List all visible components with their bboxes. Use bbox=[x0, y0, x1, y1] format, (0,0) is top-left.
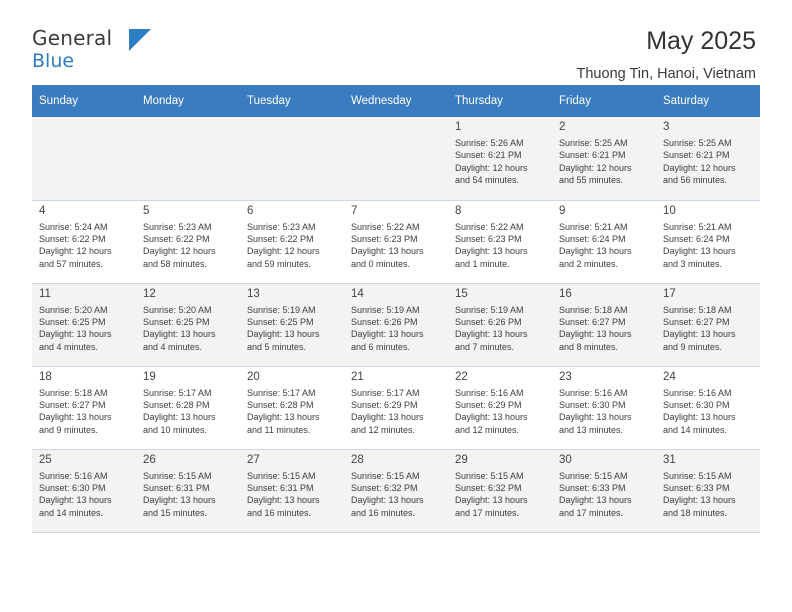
day-info-line: Sunrise: 5:19 AM bbox=[351, 304, 420, 315]
day-info-line: Sunrise: 5:16 AM bbox=[663, 387, 732, 398]
day-info-line: Sunrise: 5:15 AM bbox=[559, 470, 628, 481]
day-info-line: Daylight: 13 hours bbox=[247, 495, 320, 506]
day-number: 19 bbox=[143, 370, 156, 383]
day-info-line: and 7 minutes. bbox=[455, 341, 515, 352]
day-info-line: and 55 minutes. bbox=[559, 175, 624, 186]
weekday-header-sunday: Sunday bbox=[32, 85, 136, 117]
day-number: 8 bbox=[455, 204, 462, 217]
day-number: 14 bbox=[351, 287, 364, 300]
day-sun-info bbox=[663, 137, 754, 187]
day-sun-info bbox=[663, 387, 754, 437]
day-number: 5 bbox=[143, 204, 150, 217]
day-number: 31 bbox=[663, 453, 676, 466]
day-info-line: Daylight: 13 hours bbox=[351, 329, 424, 340]
logo-text-blue: Blue bbox=[32, 50, 75, 72]
calendar-day-cell[interactable] bbox=[656, 449, 760, 532]
generalblue-logo bbox=[32, 28, 152, 76]
day-info-line: Sunrise: 5:15 AM bbox=[351, 470, 420, 481]
day-number: 25 bbox=[39, 453, 52, 466]
day-sun-info bbox=[351, 387, 442, 437]
day-number: 22 bbox=[455, 370, 468, 383]
day-info-line: and 57 minutes. bbox=[39, 258, 104, 269]
day-info-line: and 1 minute. bbox=[455, 258, 510, 269]
day-sun-info bbox=[39, 221, 130, 271]
day-info-line: Sunrise: 5:17 AM bbox=[351, 387, 420, 398]
day-info-line: Daylight: 13 hours bbox=[559, 329, 632, 340]
day-sun-info bbox=[247, 387, 338, 437]
calendar-day-cell[interactable] bbox=[136, 449, 240, 532]
day-sun-info bbox=[663, 221, 754, 271]
day-info-line: Sunrise: 5:17 AM bbox=[247, 387, 316, 398]
day-info-line: Daylight: 12 hours bbox=[143, 246, 216, 257]
weekday-header-tuesday: Tuesday bbox=[240, 85, 344, 117]
day-info-line: Sunset: 6:32 PM bbox=[455, 482, 522, 493]
day-info-line: Sunset: 6:31 PM bbox=[143, 482, 210, 493]
calendar-day-cell[interactable] bbox=[344, 200, 448, 283]
day-info-line: Daylight: 13 hours bbox=[455, 495, 528, 506]
day-number: 24 bbox=[663, 370, 676, 383]
day-info-line: Sunset: 6:26 PM bbox=[351, 316, 418, 327]
day-sun-info bbox=[559, 221, 650, 271]
calendar-table bbox=[32, 85, 760, 533]
calendar-day-cell[interactable] bbox=[448, 449, 552, 532]
weekday-header-saturday: Saturday bbox=[656, 85, 760, 117]
day-number: 7 bbox=[351, 204, 358, 217]
day-info-line: Sunset: 6:28 PM bbox=[143, 399, 210, 410]
day-info-line: Sunrise: 5:22 AM bbox=[351, 221, 420, 232]
day-info-line: Sunrise: 5:18 AM bbox=[663, 304, 732, 315]
calendar-day-cell[interactable] bbox=[136, 366, 240, 449]
calendar-week-row bbox=[32, 366, 760, 449]
day-sun-info bbox=[559, 304, 650, 354]
day-sun-info bbox=[351, 304, 442, 354]
day-info-line: and 11 minutes. bbox=[247, 424, 311, 435]
day-info-line: Sunset: 6:30 PM bbox=[39, 482, 106, 493]
day-info-line: Sunrise: 5:24 AM bbox=[39, 221, 108, 232]
day-info-line: Sunrise: 5:25 AM bbox=[663, 138, 732, 148]
calendar-week-row bbox=[32, 283, 760, 366]
day-info-line: and 58 minutes. bbox=[143, 258, 208, 269]
day-info-line: Sunrise: 5:16 AM bbox=[39, 470, 108, 481]
day-number: 16 bbox=[559, 287, 572, 300]
title-block bbox=[577, 28, 760, 82]
day-number: 1 bbox=[455, 121, 462, 133]
weekday-header-wednesday: Wednesday bbox=[344, 85, 448, 117]
day-info-line: Sunset: 6:21 PM bbox=[455, 150, 522, 161]
day-info-line: Sunrise: 5:20 AM bbox=[39, 304, 108, 315]
day-info-line: Daylight: 12 hours bbox=[39, 246, 112, 257]
calendar-day-cell[interactable] bbox=[32, 283, 136, 366]
day-info-line: Sunset: 6:26 PM bbox=[455, 316, 522, 327]
day-info-line: Sunset: 6:28 PM bbox=[247, 399, 314, 410]
day-sun-info bbox=[455, 387, 546, 437]
day-info-line: Daylight: 13 hours bbox=[143, 412, 216, 423]
day-info-line: and 17 minutes. bbox=[559, 507, 624, 518]
day-info-line: Sunrise: 5:26 AM bbox=[455, 138, 524, 148]
day-info-line: Daylight: 12 hours bbox=[663, 162, 736, 173]
day-number: 20 bbox=[247, 370, 260, 383]
day-sun-info bbox=[39, 387, 130, 437]
day-info-line: Daylight: 13 hours bbox=[143, 495, 216, 506]
day-number: 11 bbox=[39, 287, 51, 300]
day-info-line: Daylight: 13 hours bbox=[351, 412, 424, 423]
day-info-line: and 9 minutes. bbox=[39, 424, 99, 435]
day-info-line: Daylight: 13 hours bbox=[663, 412, 736, 423]
day-info-line: Daylight: 13 hours bbox=[247, 412, 320, 423]
calendar-week-row bbox=[32, 200, 760, 283]
calendar-day-cell[interactable] bbox=[32, 449, 136, 532]
day-info-line: Sunset: 6:32 PM bbox=[351, 482, 418, 493]
day-info-line: Sunset: 6:25 PM bbox=[247, 316, 314, 327]
calendar-day-cell[interactable] bbox=[344, 366, 448, 449]
day-info-line: Sunrise: 5:23 AM bbox=[247, 221, 316, 232]
calendar-day-cell[interactable] bbox=[552, 449, 656, 532]
day-info-line: Daylight: 12 hours bbox=[247, 246, 320, 257]
day-sun-info bbox=[143, 470, 234, 520]
day-info-line: Daylight: 12 hours bbox=[559, 162, 632, 173]
day-number: 13 bbox=[247, 287, 260, 300]
calendar-day-cell[interactable] bbox=[344, 449, 448, 532]
day-info-line: Sunset: 6:21 PM bbox=[559, 150, 626, 161]
day-number: 30 bbox=[559, 453, 572, 466]
day-info-line: Sunrise: 5:15 AM bbox=[143, 470, 212, 481]
day-info-line: Sunset: 6:29 PM bbox=[455, 399, 522, 410]
day-info-line: and 56 minutes. bbox=[663, 175, 728, 186]
day-info-line: Daylight: 13 hours bbox=[455, 329, 528, 340]
day-info-line: Daylight: 13 hours bbox=[663, 495, 736, 506]
day-sun-info bbox=[455, 304, 546, 354]
day-info-line: Sunrise: 5:23 AM bbox=[143, 221, 212, 232]
day-number: 27 bbox=[247, 453, 260, 466]
logo-triangle-icon bbox=[129, 29, 151, 51]
day-number: 2 bbox=[559, 121, 566, 133]
calendar-day-cell[interactable] bbox=[240, 283, 344, 366]
day-sun-info bbox=[39, 304, 130, 354]
day-info-line: Sunrise: 5:25 AM bbox=[559, 138, 628, 148]
day-info-line: and 13 minutes. bbox=[559, 424, 624, 435]
day-info-line: Sunrise: 5:16 AM bbox=[455, 387, 524, 398]
calendar-day-cell[interactable] bbox=[240, 366, 344, 449]
day-number: 6 bbox=[247, 204, 254, 217]
day-sun-info bbox=[455, 137, 546, 187]
day-number: 29 bbox=[455, 453, 468, 466]
calendar-day-cell[interactable] bbox=[656, 366, 760, 449]
day-info-line: Sunset: 6:21 PM bbox=[663, 150, 730, 161]
day-sun-info bbox=[351, 470, 442, 520]
day-info-line: Sunset: 6:22 PM bbox=[143, 233, 210, 244]
day-info-line: Daylight: 13 hours bbox=[247, 329, 320, 340]
day-sun-info bbox=[663, 470, 754, 520]
day-info-line: Sunset: 6:23 PM bbox=[351, 233, 418, 244]
day-sun-info bbox=[247, 470, 338, 520]
logo-text-general: General bbox=[32, 26, 113, 50]
calendar-week-row bbox=[32, 449, 760, 532]
day-info-line: and 10 minutes. bbox=[143, 424, 208, 435]
day-sun-info bbox=[455, 221, 546, 271]
calendar-day-cell[interactable] bbox=[552, 200, 656, 283]
calendar-body bbox=[32, 117, 760, 532]
day-info-line: Sunrise: 5:18 AM bbox=[39, 387, 108, 398]
day-number: 18 bbox=[39, 370, 52, 383]
day-sun-info bbox=[559, 137, 650, 187]
page-title: May 2025 bbox=[646, 27, 756, 55]
day-info-line: and 17 minutes. bbox=[455, 507, 520, 518]
day-info-line: Sunset: 6:25 PM bbox=[143, 316, 210, 327]
day-info-line: Sunset: 6:27 PM bbox=[39, 399, 106, 410]
calendar-day-cell[interactable] bbox=[656, 200, 760, 283]
day-sun-info bbox=[559, 470, 650, 520]
day-info-line: Sunrise: 5:15 AM bbox=[455, 470, 524, 481]
day-sun-info bbox=[559, 387, 650, 437]
day-info-line: Daylight: 13 hours bbox=[663, 329, 736, 340]
weekday-header-row bbox=[32, 85, 760, 117]
day-sun-info bbox=[143, 304, 234, 354]
day-info-line: Sunset: 6:30 PM bbox=[663, 399, 730, 410]
day-info-line: Sunrise: 5:21 AM bbox=[559, 221, 628, 232]
day-info-line: Sunrise: 5:15 AM bbox=[663, 470, 732, 481]
day-info-line: and 3 minutes. bbox=[663, 258, 723, 269]
day-number: 10 bbox=[663, 204, 676, 217]
day-info-line: Daylight: 13 hours bbox=[351, 246, 424, 257]
weekday-header-monday: Monday bbox=[136, 85, 240, 117]
day-info-line: and 6 minutes. bbox=[351, 341, 411, 352]
day-info-line: and 2 minutes. bbox=[559, 258, 619, 269]
day-info-line: and 14 minutes. bbox=[39, 507, 104, 518]
calendar-week-row bbox=[32, 117, 760, 200]
day-info-line: Sunset: 6:22 PM bbox=[247, 233, 314, 244]
day-sun-info bbox=[247, 304, 338, 354]
day-info-line: Sunset: 6:24 PM bbox=[559, 233, 626, 244]
calendar-day-cell[interactable] bbox=[552, 366, 656, 449]
day-info-line: Sunset: 6:23 PM bbox=[455, 233, 522, 244]
day-number: 21 bbox=[351, 370, 364, 383]
day-number: 12 bbox=[143, 287, 156, 300]
day-sun-info bbox=[143, 221, 234, 271]
calendar-day-cell[interactable] bbox=[32, 200, 136, 283]
day-sun-info bbox=[39, 470, 130, 520]
calendar-day-cell[interactable] bbox=[448, 200, 552, 283]
calendar-day-cell[interactable] bbox=[552, 117, 656, 200]
day-number: 9 bbox=[559, 204, 566, 217]
day-info-line: Daylight: 13 hours bbox=[455, 246, 528, 257]
weekday-header-friday: Friday bbox=[552, 85, 656, 117]
day-number: 28 bbox=[351, 453, 364, 466]
day-info-line: Sunrise: 5:19 AM bbox=[247, 304, 316, 315]
calendar-cell-empty bbox=[344, 117, 448, 200]
day-sun-info bbox=[663, 304, 754, 354]
day-info-line: Sunrise: 5:21 AM bbox=[663, 221, 732, 232]
calendar-day-cell[interactable] bbox=[552, 283, 656, 366]
calendar-day-cell[interactable] bbox=[136, 200, 240, 283]
day-info-line: and 12 minutes. bbox=[455, 424, 520, 435]
day-sun-info bbox=[247, 221, 338, 271]
day-info-line: and 15 minutes. bbox=[143, 507, 208, 518]
day-info-line: Daylight: 13 hours bbox=[663, 246, 736, 257]
calendar-day-cell[interactable] bbox=[656, 283, 760, 366]
day-info-line: and 18 minutes. bbox=[663, 507, 728, 518]
location-subtitle: Thuong Tin, Hanoi, Vietnam bbox=[576, 65, 756, 82]
day-info-line: Sunset: 6:33 PM bbox=[559, 482, 626, 493]
day-info-line: Daylight: 13 hours bbox=[559, 412, 632, 423]
day-info-line: Daylight: 13 hours bbox=[559, 495, 632, 506]
day-info-line: and 16 minutes. bbox=[247, 507, 312, 518]
day-info-line: Sunset: 6:30 PM bbox=[559, 399, 626, 410]
day-info-line: Sunset: 6:24 PM bbox=[663, 233, 730, 244]
calendar-day-cell[interactable] bbox=[32, 366, 136, 449]
day-info-line: and 0 minutes. bbox=[351, 258, 411, 269]
day-sun-info bbox=[455, 470, 546, 520]
day-info-line: and 59 minutes. bbox=[247, 258, 312, 269]
calendar-day-cell[interactable] bbox=[240, 200, 344, 283]
calendar-day-cell[interactable] bbox=[656, 117, 760, 200]
weekday-header-thursday: Thursday bbox=[448, 85, 552, 117]
day-info-line: Sunset: 6:29 PM bbox=[351, 399, 418, 410]
day-info-line: and 9 minutes. bbox=[663, 341, 723, 352]
day-info-line: and 14 minutes. bbox=[663, 424, 728, 435]
calendar-day-cell[interactable] bbox=[240, 449, 344, 532]
calendar-cell-empty bbox=[240, 117, 344, 200]
day-info-line: and 54 minutes. bbox=[455, 175, 520, 186]
day-info-line: and 16 minutes. bbox=[351, 507, 416, 518]
day-sun-info bbox=[351, 221, 442, 271]
day-number: 3 bbox=[663, 121, 670, 133]
day-info-line: Daylight: 13 hours bbox=[455, 412, 528, 423]
day-info-line: Sunrise: 5:19 AM bbox=[455, 304, 524, 315]
day-number: 4 bbox=[39, 204, 46, 217]
calendar-day-cell[interactable] bbox=[344, 283, 448, 366]
calendar-day-cell[interactable] bbox=[136, 283, 240, 366]
day-info-line: and 12 minutes. bbox=[351, 424, 416, 435]
calendar-cell-empty bbox=[32, 117, 136, 200]
day-info-line: Daylight: 12 hours bbox=[455, 162, 528, 173]
day-info-line: Sunset: 6:27 PM bbox=[559, 316, 626, 327]
day-info-line: Daylight: 13 hours bbox=[351, 495, 424, 506]
day-info-line: Daylight: 13 hours bbox=[39, 329, 112, 340]
day-info-line: Daylight: 13 hours bbox=[559, 246, 632, 257]
day-info-line: Sunrise: 5:22 AM bbox=[455, 221, 524, 232]
day-number: 23 bbox=[559, 370, 572, 383]
day-info-line: Sunset: 6:27 PM bbox=[663, 316, 730, 327]
day-info-line: and 4 minutes. bbox=[143, 341, 203, 352]
page-header bbox=[32, 0, 760, 82]
day-info-line: and 4 minutes. bbox=[39, 341, 99, 352]
day-info-line: Sunset: 6:31 PM bbox=[247, 482, 314, 493]
day-info-line: Daylight: 13 hours bbox=[143, 329, 216, 340]
day-info-line: Sunrise: 5:18 AM bbox=[559, 304, 628, 315]
day-info-line: Sunrise: 5:20 AM bbox=[143, 304, 212, 315]
day-info-line: Daylight: 13 hours bbox=[39, 495, 112, 506]
day-info-line: Sunset: 6:33 PM bbox=[663, 482, 730, 493]
day-number: 17 bbox=[663, 287, 676, 300]
calendar-day-cell[interactable] bbox=[448, 283, 552, 366]
calendar-day-cell[interactable] bbox=[448, 366, 552, 449]
day-info-line: and 8 minutes. bbox=[559, 341, 619, 352]
day-number: 15 bbox=[455, 287, 468, 300]
day-info-line: Daylight: 13 hours bbox=[39, 412, 112, 423]
day-info-line: Sunrise: 5:15 AM bbox=[247, 470, 316, 481]
day-info-line: Sunrise: 5:16 AM bbox=[559, 387, 628, 398]
day-info-line: Sunset: 6:25 PM bbox=[39, 316, 106, 327]
day-info-line: and 5 minutes. bbox=[247, 341, 307, 352]
calendar-day-cell[interactable] bbox=[448, 117, 552, 200]
calendar-cell-empty bbox=[136, 117, 240, 200]
day-info-line: Sunrise: 5:17 AM bbox=[143, 387, 212, 398]
day-info-line: Sunset: 6:22 PM bbox=[39, 233, 106, 244]
day-sun-info bbox=[143, 387, 234, 437]
day-number: 26 bbox=[143, 453, 156, 466]
